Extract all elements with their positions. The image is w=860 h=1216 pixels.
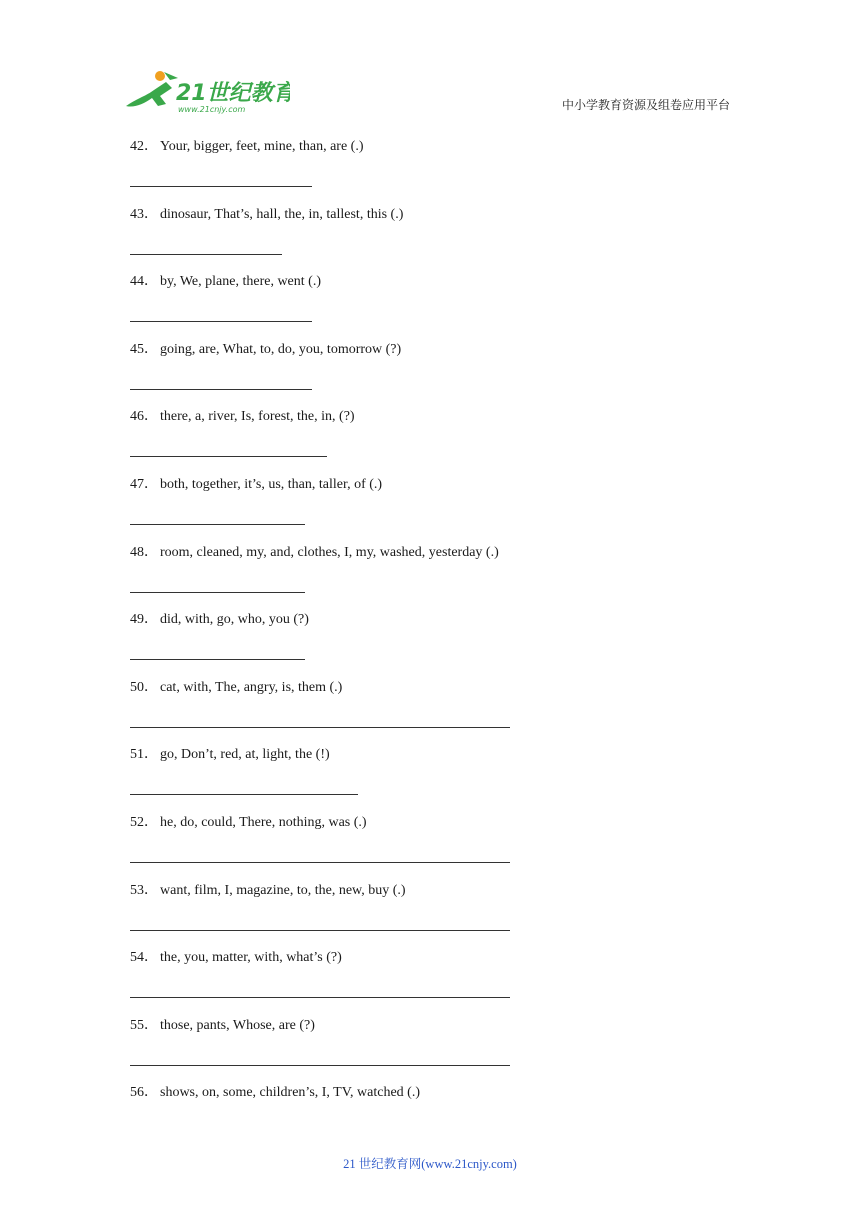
question-words: want, film, I, magazine, to, the, new, buy (.) [160, 882, 406, 898]
question-item [130, 882, 750, 950]
question-words: the, you, matter, with, what’s (?) [160, 950, 342, 966]
question-item [130, 341, 750, 409]
question-number: 49． [130, 612, 158, 628]
question-number: 46． [130, 409, 158, 425]
answer-line[interactable] [130, 592, 305, 593]
question-number: 52． [130, 814, 158, 830]
question-text [130, 746, 330, 764]
question-item [130, 949, 750, 1017]
platform-tagline: 中小学教育资源及组卷应用平台 [561, 98, 730, 112]
answer-line[interactable] [130, 254, 282, 255]
question-text [130, 273, 321, 291]
question-number: 44． [130, 274, 158, 290]
question-number: 53． [130, 882, 158, 898]
runner-logo-icon [120, 68, 290, 116]
question-words: dinosaur, That’s, hall, the, in, tallest, this (.) [160, 206, 404, 222]
question-words: Your, bigger, feet, mine, than, are (.) [160, 139, 364, 154]
answer-line[interactable] [130, 524, 305, 525]
logo-text: 21世纪教育 [176, 81, 290, 106]
question-number: 55． [130, 1017, 158, 1033]
question-item [130, 476, 750, 544]
question-number: 54． [130, 950, 158, 966]
question-item [130, 1017, 750, 1085]
question-words: both, together, it’s, us, than, taller, of (.) [160, 476, 383, 492]
question-text [130, 341, 401, 359]
question-words: shows, on, some, children’s, I, TV, watched (.) [160, 1085, 420, 1101]
question-list [130, 138, 750, 1152]
question-text [130, 544, 499, 562]
question-number: 47． [130, 476, 158, 492]
question-words: did, with, go, who, you (?) [160, 612, 309, 628]
answer-line[interactable] [130, 727, 510, 728]
question-words: going, are, What, to, do, you, tomorrow (?) [160, 341, 402, 357]
question-words: there, a, river, Is, forest, the, in, (?) [160, 409, 355, 425]
question-words: room, cleaned, my, and, clothes, I, my, washed, yesterday (.) [160, 544, 499, 560]
question-number: 48． [130, 544, 158, 560]
answer-line[interactable] [130, 1065, 510, 1066]
answer-line[interactable] [130, 659, 305, 660]
question-number: 45． [130, 341, 158, 357]
question-words: go, Don’t, red, at, light, the (!) [160, 747, 330, 763]
question-item [130, 814, 750, 882]
answer-line[interactable] [130, 862, 510, 863]
question-item [130, 206, 750, 274]
answer-line[interactable] [130, 456, 327, 457]
footer-text: 21 世纪教育网(www.21cnjy.com) [343, 1157, 517, 1171]
question-text [130, 206, 403, 224]
question-item [130, 746, 750, 814]
question-number: 50． [130, 679, 158, 695]
question-item [130, 1084, 750, 1152]
question-text [130, 1084, 420, 1102]
question-words: cat, with, The, angry, is, them (.) [160, 679, 343, 695]
question-words: he, do, could, There, nothing, was (.) [160, 814, 367, 830]
logo-subtext: www.21cnjy.com [178, 105, 246, 114]
question-text [130, 1017, 315, 1035]
question-text [130, 814, 367, 832]
answer-line[interactable] [130, 321, 312, 322]
question-text [130, 408, 355, 426]
answer-line[interactable] [130, 389, 312, 390]
question-item [130, 679, 750, 747]
question-text [130, 138, 364, 156]
question-words: those, pants, Whose, are (?) [160, 1017, 315, 1033]
question-item [130, 138, 750, 206]
question-text [130, 611, 309, 629]
question-text [130, 476, 382, 494]
question-number: 43． [130, 206, 158, 222]
question-number: 56． [130, 1085, 158, 1101]
question-item [130, 273, 750, 341]
answer-line[interactable] [130, 186, 312, 187]
question-item [130, 544, 750, 612]
question-text [130, 679, 342, 697]
answer-line[interactable] [130, 794, 358, 795]
question-text [130, 882, 406, 900]
answer-line[interactable] [130, 997, 510, 998]
question-number: 42． [130, 139, 158, 154]
question-item [130, 611, 750, 679]
question-number: 51． [130, 747, 158, 763]
site-logo [120, 68, 290, 116]
answer-line[interactable] [130, 930, 510, 931]
question-text [130, 949, 342, 967]
question-item [130, 408, 750, 476]
question-words: by, We, plane, there, went (.) [160, 274, 321, 290]
